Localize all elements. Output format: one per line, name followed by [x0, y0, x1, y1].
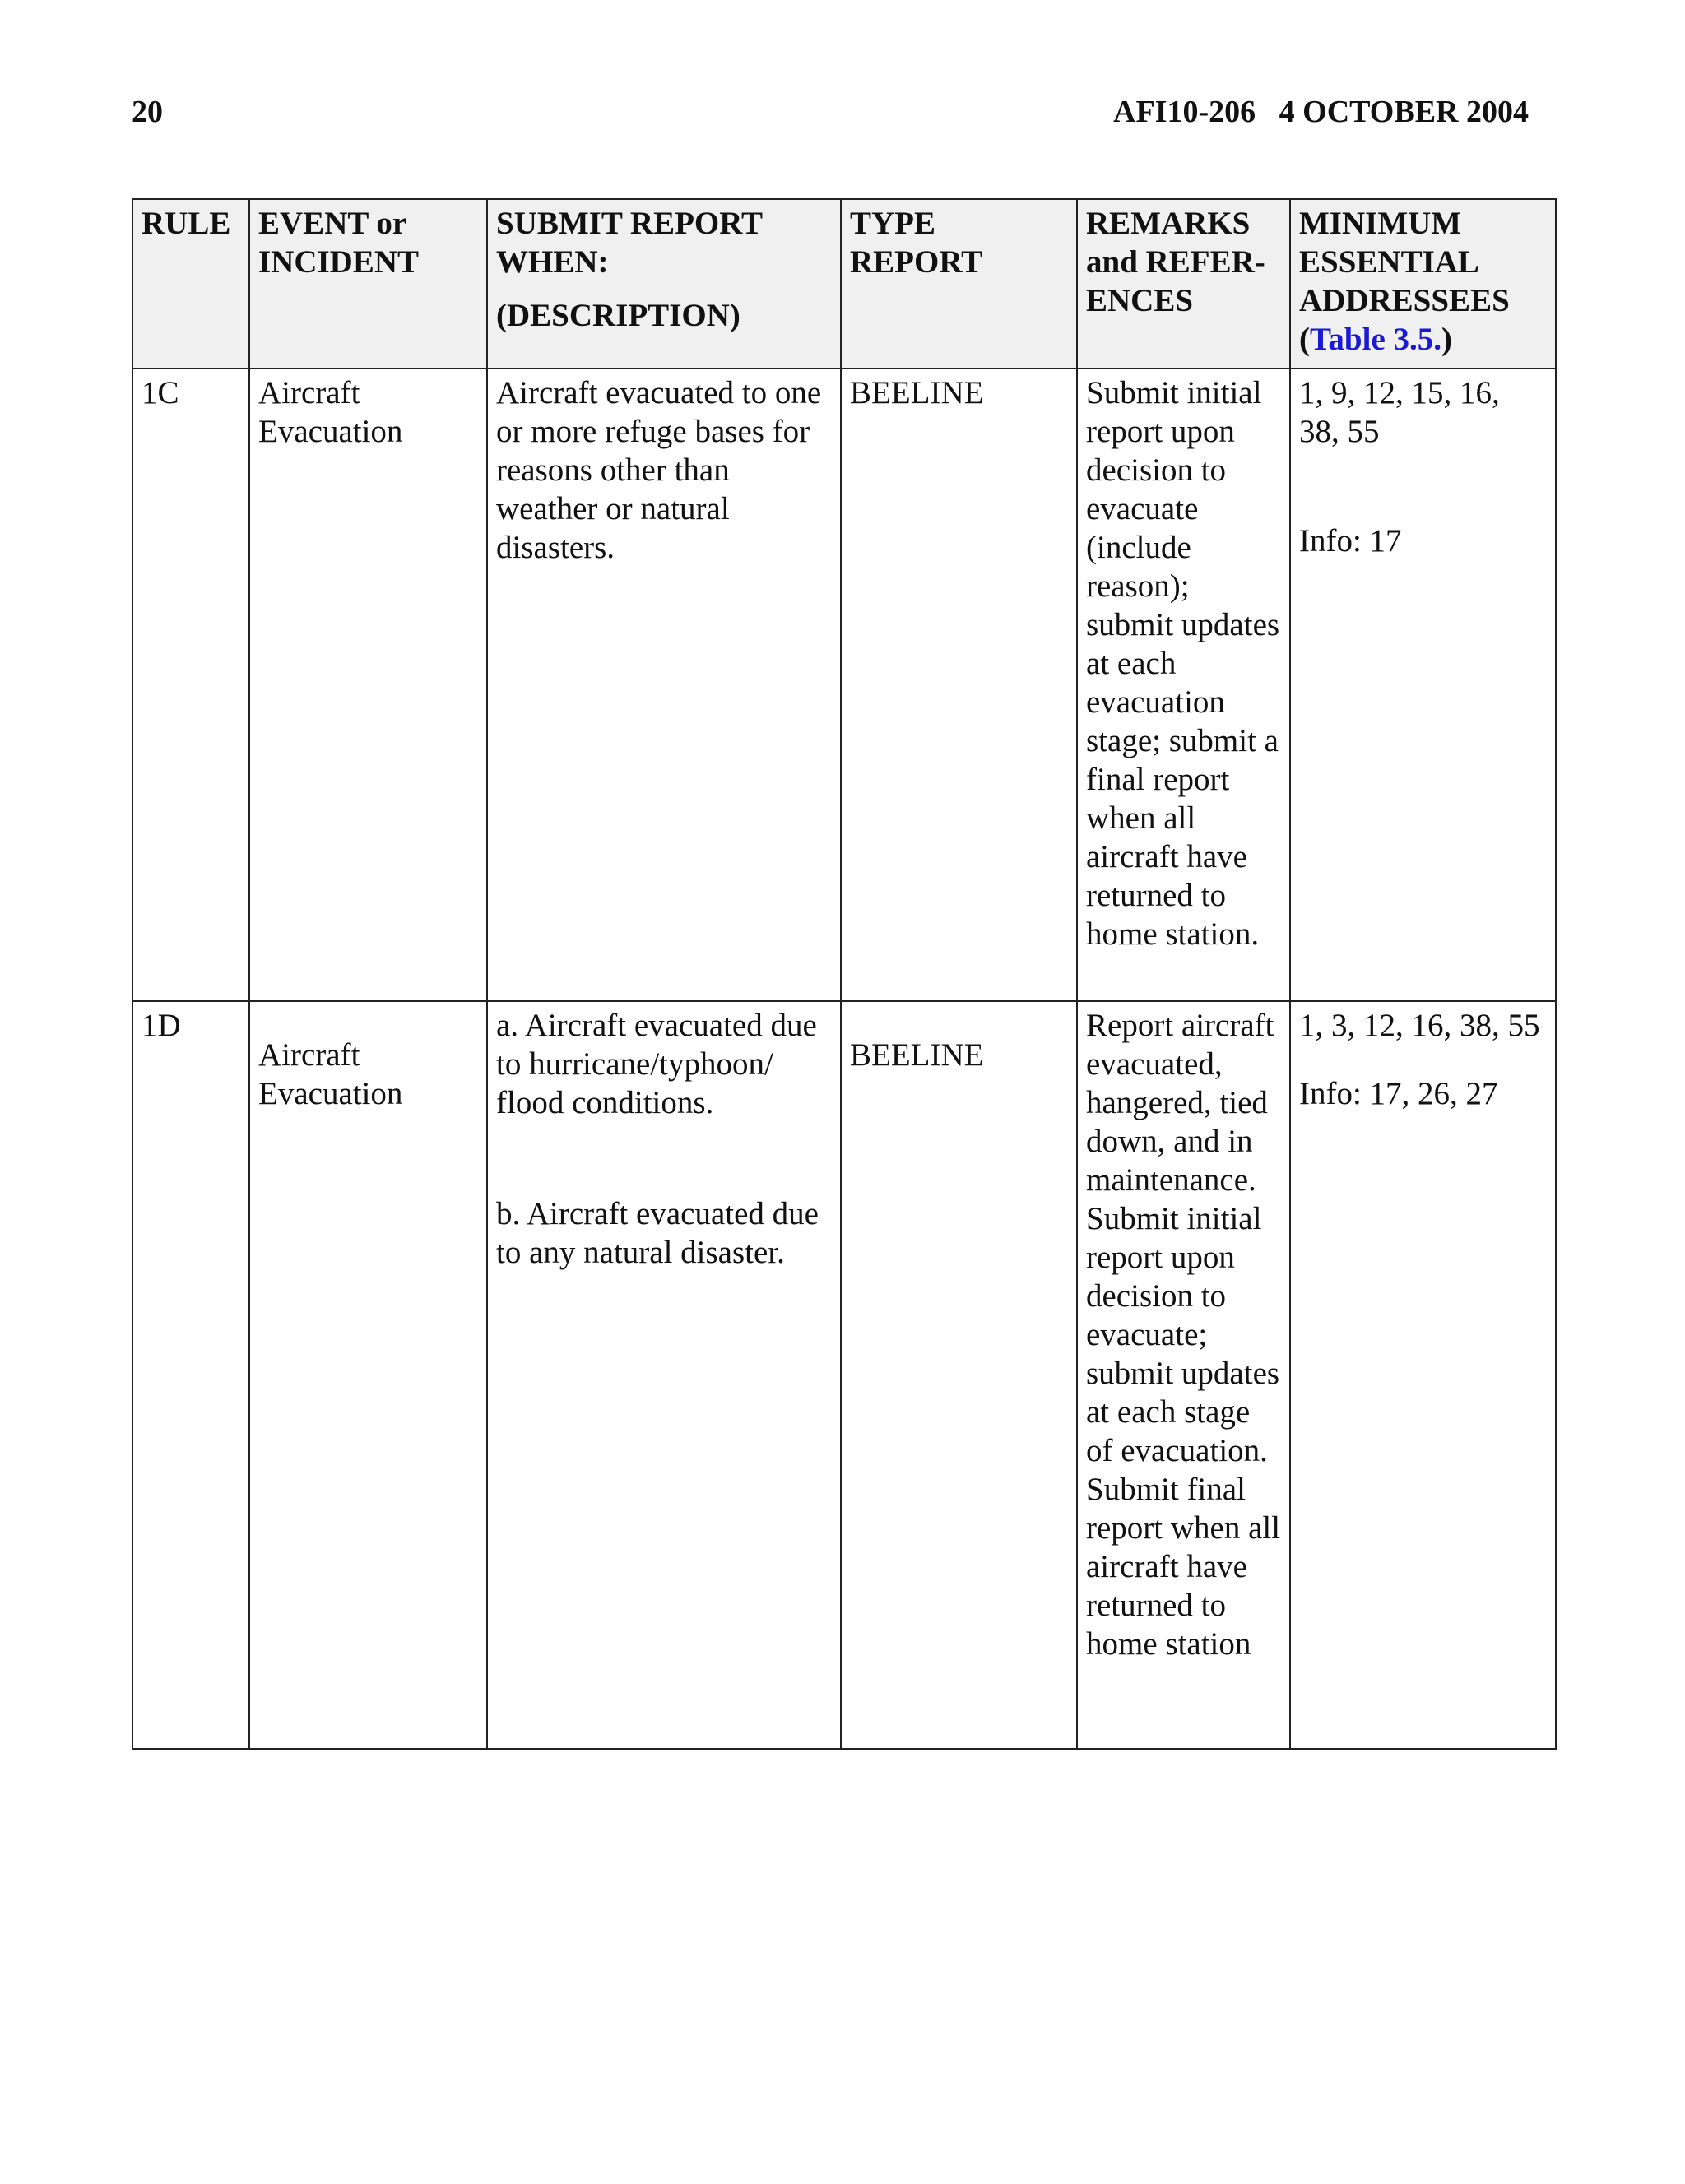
column-header-remarks: REMARKS and REFER- ENCES: [1077, 199, 1290, 369]
remarks-cell: Submit initial report upon decision to evacuate (include reason); submit updates at each evacuation stage; submit a final report when all aircraft have returned to home station.: [1077, 369, 1290, 1001]
addressees-cell: [1290, 369, 1556, 1001]
rule-cell: 1D: [132, 1001, 249, 1749]
info-addressees: Info: 17, 26, 27: [1299, 1076, 1498, 1111]
addressees-cell: [1290, 1001, 1556, 1749]
page-number: 20: [132, 95, 163, 129]
column-header-type-report: TYPE REPORT: [841, 199, 1077, 369]
page-header: [132, 89, 1529, 135]
table-row: [132, 369, 1556, 1001]
type-report-cell: BEELINE: [841, 369, 1077, 1001]
description-cell: Aircraft evacuated to one or more refuge bases for reasons other than weather or natural disasters.: [487, 369, 841, 1001]
description-item-a: a. Aircraft evacuated due to hurricane/typhoon/ flood conditions.: [496, 1008, 817, 1120]
rule-cell: 1C: [132, 369, 249, 1001]
type-report-cell: BEELINE: [841, 1001, 1077, 1749]
event-cell: Aircraft Evacuation: [249, 1001, 487, 1749]
addressees-list: 1, 3, 12, 16, 38, 55: [1299, 1008, 1540, 1043]
description-item-b: b. Aircraft evacuated due to any natural disaster.: [496, 1196, 819, 1270]
column-header-submit-report: SUBMIT REPORT WHEN: (DESCRIPTION): [487, 199, 841, 369]
column-header-event: EVENT or INCIDENT: [249, 199, 487, 369]
description-cell: [487, 1001, 841, 1749]
table-header-row: [132, 199, 1556, 369]
event-cell: Aircraft Evacuation: [249, 369, 487, 1001]
table-3-5-link[interactable]: Table 3.5.: [1310, 322, 1442, 357]
document-identifier: AFI10-206 4 OCTOBER 2004: [1113, 95, 1529, 129]
remarks-cell: Report aircraft evacuated, hangered, tied down, and in maintenance. Submit initial report upon decision to evacuate; submit updates at each stage of evacuation. Submit final report when all aircraft have returned to home station: [1077, 1001, 1290, 1749]
column-header-addressees: MINIMUM ESSENTIAL ADDRESSEES (Table 3.5.): [1290, 199, 1556, 369]
addressees-list: 1, 9, 12, 15, 16, 38, 55: [1299, 375, 1500, 449]
report-rules-table: [132, 198, 1557, 1750]
table-row: [132, 1001, 1556, 1749]
column-header-rule: RULE: [132, 199, 249, 369]
info-addressees: Info: 17: [1299, 523, 1402, 559]
